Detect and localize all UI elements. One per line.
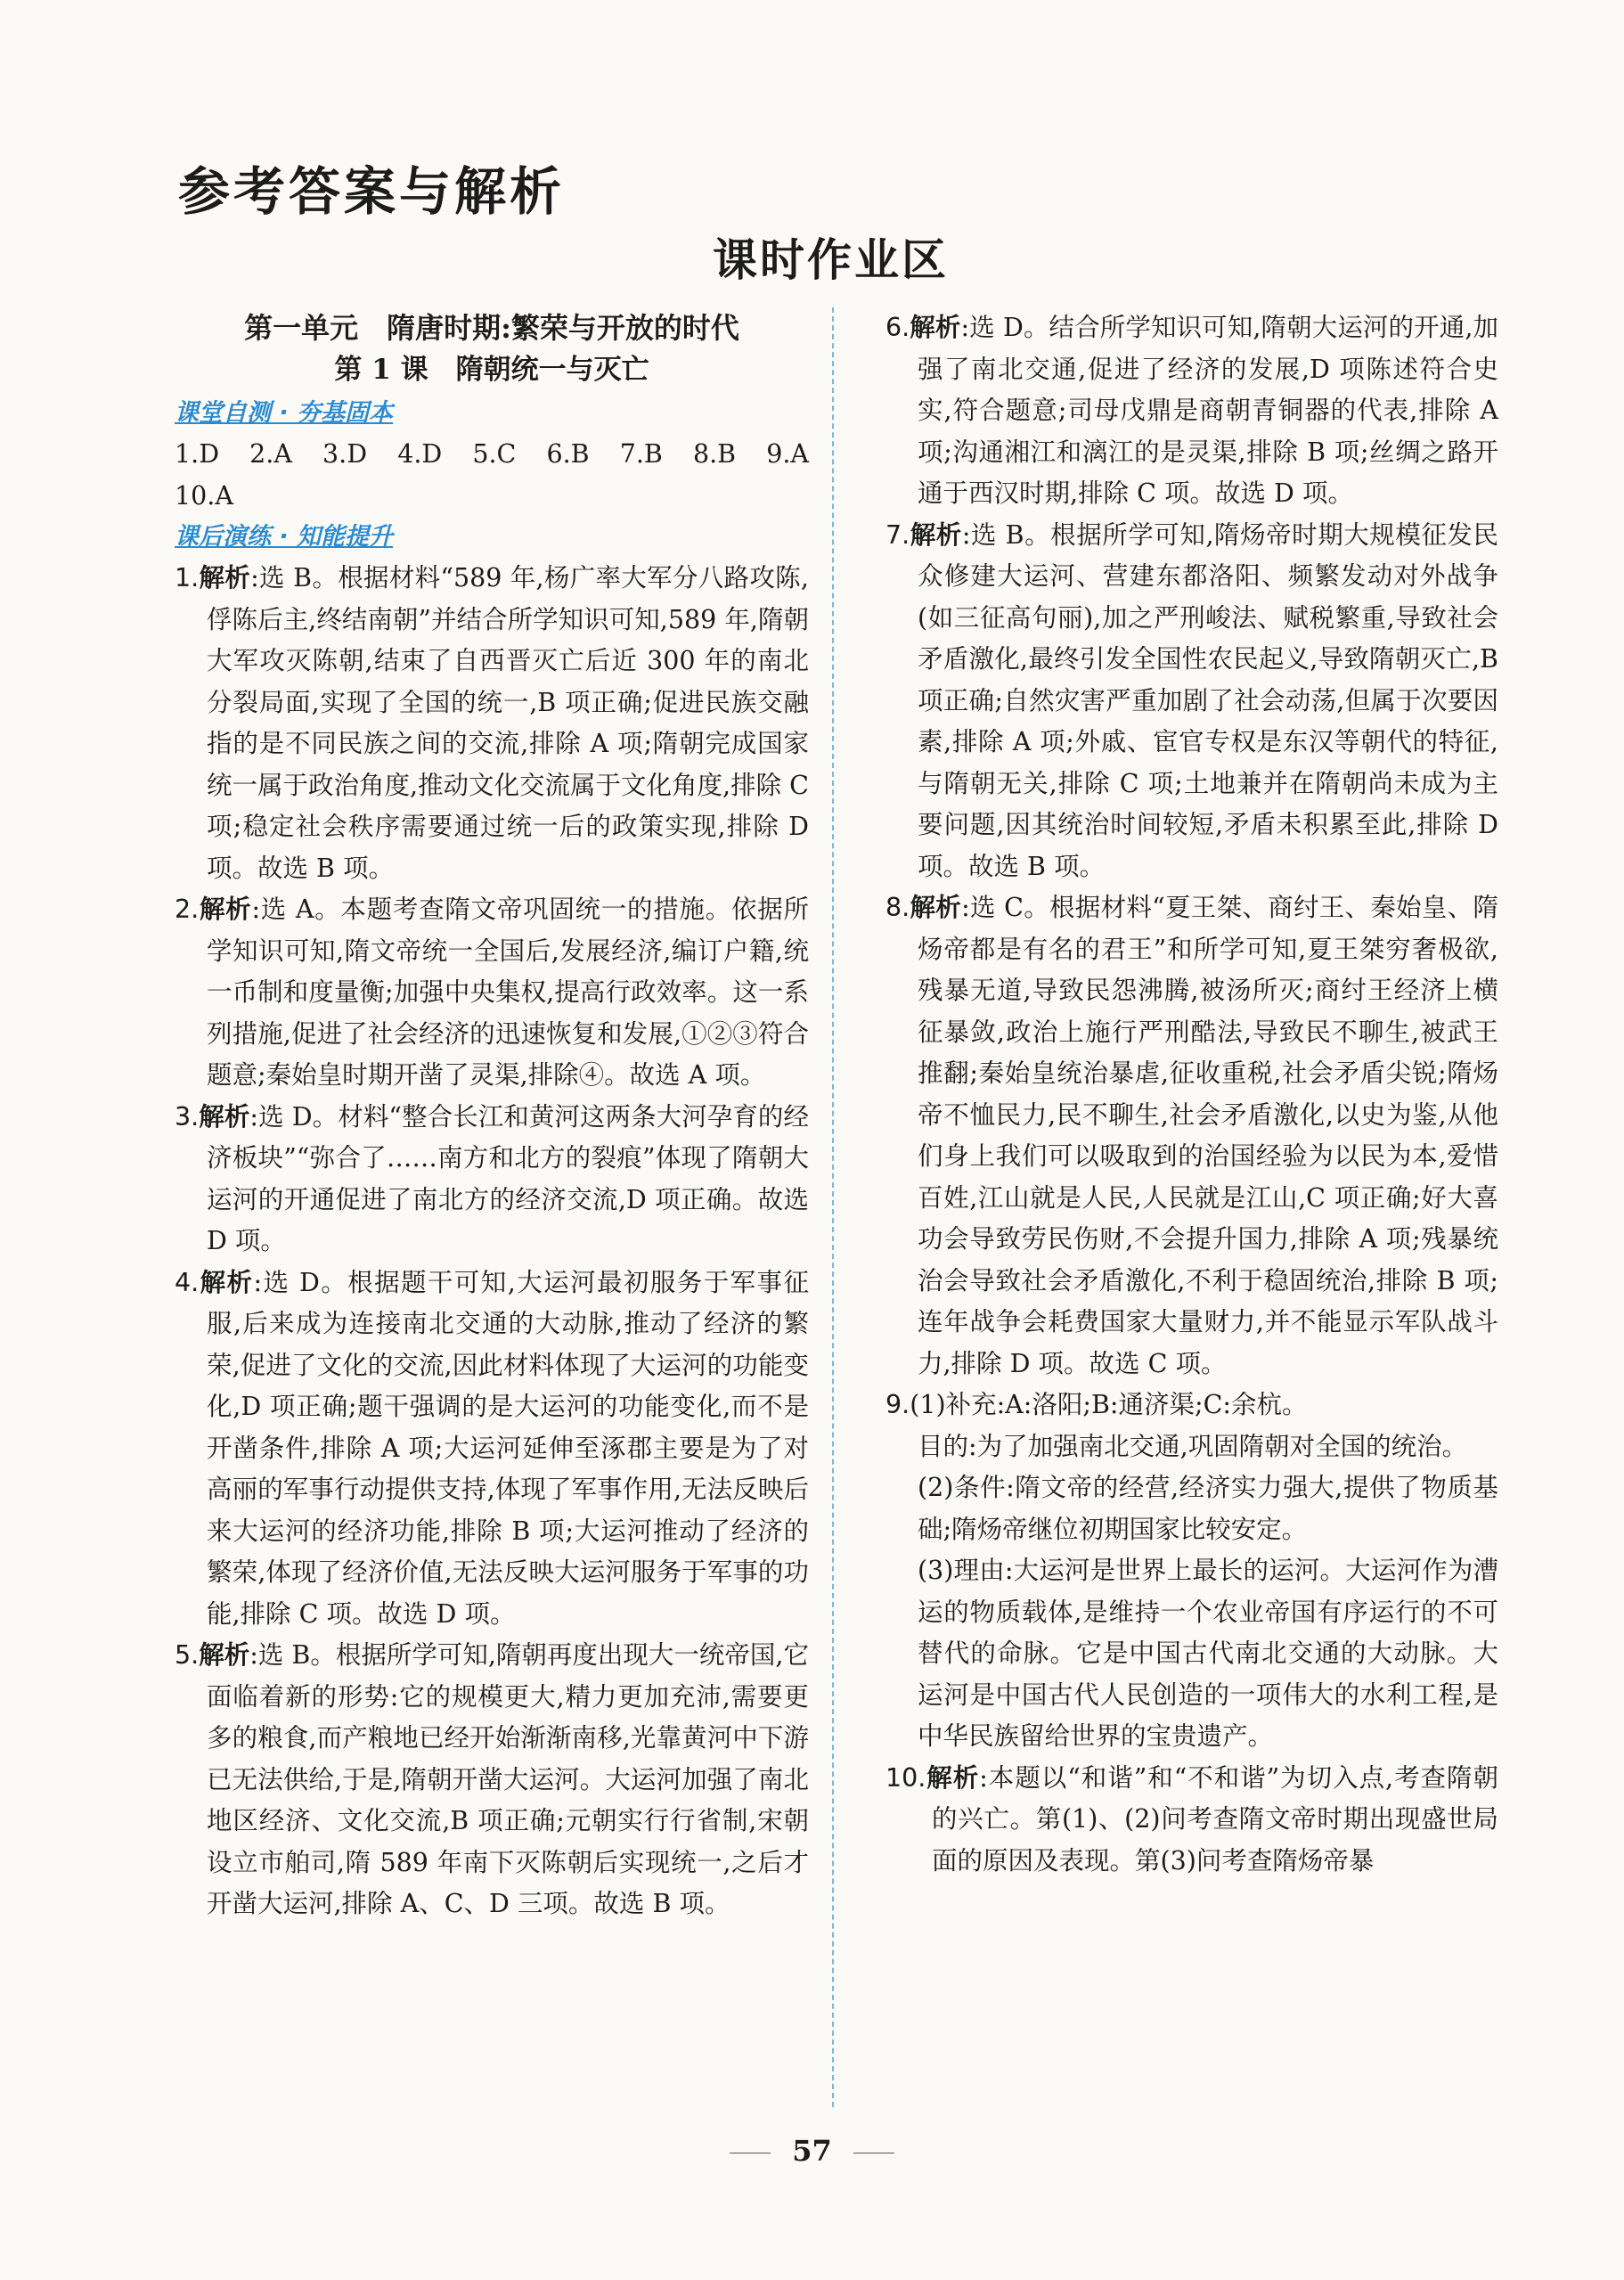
- item-number: 3.: [175, 1101, 200, 1132]
- answer-item-8: 8.解析:选 C。根据材料“夏王桀、商纣王、秦始皇、隋炀帝都是有名的君王”和所学可知,夏王桀穷奢极欲,残暴无道,导致民怨沸腾,被汤所灭;商纣王经济上横征暴敛,政治上施行严刑酷法,导致民不聊生,被武王推翻;秦始皇统治暴虐,征收重税,社会矛盾尖锐;隋炀帝不恤民力,民不聊生,社会矛盾激化,以史为鉴,从他们身上我们可以吸取到的治国经验为以民为本,爱惜百姓,江山就是人民,人民就是江山,C 项正确;好大喜功会导致劳民伤财,不会提升国力,排除 A 项;残暴统治会导致社会矛盾激化,不利于稳固统治,排除 B 项;连年战争会耗费国家大量财力,并不能显示军队战斗力,排除 D 项。故选 C 项。: [885, 893, 1498, 1378]
- answer-item-5: 5.解析:选 B。根据所学可知,隋朝再度出现大一统帝国,它面临着新的形势:它的规模更大,精力更加充沛,需要更多的粮食,而产粮地已经开始渐渐南移,光靠黄河中下游已无法供给,于是,隋朝开凿大运河。大运河加强了南北地区经济、文化交流,B 项正确;元朝实行行省制,宋朝设立市舶司,隋 589 年南下灭陈朝后实现统一,之后才开凿大运河,排除 A、C、D 三项。故选 B 项。: [175, 1640, 809, 1918]
- analysis-keyword: 解析: [199, 1267, 254, 1297]
- left-column: [175, 307, 835, 1925]
- analysis-keyword: 解析: [199, 1101, 250, 1132]
- answer-item-9: [885, 1385, 1498, 1426]
- analysis-keyword: 解析: [199, 1640, 250, 1670]
- page-footer: [0, 2134, 1624, 2168]
- main-title: 参考答案与解析: [178, 161, 566, 222]
- item-text: 选 D。材料“整合长江和黄河这两条大河孕育的经济板块”“弥合了……南方和北方的裂痕”体现了隋朝大运河的开通促进了南北方的经济交流,D 项正确。故选 D 项。: [207, 1101, 809, 1255]
- analysis-keyword: 解析: [910, 893, 962, 922]
- quick-test-label: 课堂自测 · 夯基固本: [175, 399, 394, 427]
- analysis-keyword: 解析: [910, 313, 961, 342]
- analysis-keyword: 解析: [199, 895, 252, 924]
- item-number: 1.: [175, 563, 200, 592]
- right-column: [885, 307, 1498, 1882]
- quick-test-answers: 1.D 2.A 3.D 4.D 5.C 6.B 7.B 8.B 9.A 10.A: [175, 439, 835, 511]
- answer-item-10: 10.解析:本题以“和谐”和“不和谐”为切入点,考查隋朝的兴亡。第(1)、(2)问考查隋文帝时期出现盛世局面的原因及表现。第(3)问考查隋炀帝暴: [885, 1762, 1498, 1875]
- item-number: 9.: [885, 1390, 910, 1419]
- answer-item-6: 6.解析:选 D。结合所学知识可知,隋朝大运河的开通,加强了南北交通,促进了经济的发展,D 项陈述符合史实,符合题意;司母戊鼎是商朝青铜器的代表,排除 A 项;沟通湘江和漓江的是灵渠,排除 B 项;丝绸之路开通于西汉时期,排除 C 项。故选 D 项。: [885, 313, 1498, 508]
- answer-item-2: 2.解析:选 A。本题考查隋文帝巩固统一的措施。依据所学知识可知,隋文帝统一全国后,发展经济,编订户籍,统一币制和度量衡;加强中央集权,提高行政效率。这一系列措施,促进了社会经济的迅速恢复和发展,①②③符合题意;秦始皇时期开凿了灵渠,排除④。故选 A 项。: [175, 895, 809, 1090]
- practice-label: 课后演练 · 知能提升: [175, 523, 394, 551]
- item-number: 5.: [175, 1640, 200, 1670]
- item-9-part-1: (1)补充:A:洛阳;B:通济渠;C:余杭。: [910, 1390, 1308, 1419]
- page-number: 57: [792, 2134, 832, 2168]
- answer-item-4: 4.解析:选 D。根据题干可知,大运河最初服务于军事征服,后来成为连接南北交通的大动脉,推动了经济的繁荣,促进了文化的交流,因此材料体现了大运河的功能变化,D 项正确;题干强调的是大运河的功能变化,而不是开凿条件,排除 A 项;大运河延伸至涿郡主要是为了对高丽的军事行动提供支持,体现了军事作用,无法反映后来大运河的经济功能,排除 B 项;大运河推动了经济的繁荣,体现了经济价值,无法反映大运河服务于军事的功能,排除 C 项。故选 D 项。: [175, 1267, 809, 1629]
- unit-title: 第一单元 隋唐时期:繁荣与开放的时代: [244, 311, 739, 345]
- item-9-goal: 目的:为了加强南北交通,巩固隋朝对全国的统治。: [918, 1431, 1468, 1461]
- item-number: 4.: [175, 1267, 200, 1297]
- lesson-title: 第 1 课 隋朝统一与灭亡: [334, 354, 649, 386]
- item-9-part-3: (3)理由:大运河是世界上最长的运河。大运河作为漕运的物质载体,是维持一个农业帝国有序运行的不可替代的命脉。它是中国古代南北交通的大动脉。大运河是中国古代人民创造的一项伟大的水利工程,是中华民族留给世界的宝贵遗产。: [918, 1556, 1498, 1751]
- item-number: 6.: [885, 313, 910, 342]
- item-9-part-2: (2)条件:隋文帝的经营,经济实力强大,提供了物质基础;隋炀帝继位初期国家比较安定。: [918, 1473, 1498, 1544]
- answer-item-7: 7.解析:选 B。根据所学可知,隋炀帝时期大规模征发民众修建大运河、营建东都洛阳、频繁发动对外战争(如三征高句丽),加之严刑峻法、赋税繁重,导致社会矛盾激化,最终引发全国性农民起义,导致隋朝灭亡,B 项正确;自然灾害严重加剧了社会动荡,但属于次要因素,排除 A 项;外戚、宦官专权是东汉等朝代的特征,与隋朝无关,排除 C 项;土地兼并在隋朝尚未成为主要问题,因其统治时间较短,矛盾未积累至此,排除 D 项。故选 B 项。: [885, 519, 1498, 881]
- column-divider: [832, 307, 834, 2107]
- item-text: 选 B。根据材料“589 年,杨广率大军分八路攻陈,俘陈后主,终结南朝”并结合所学知识可知,589 年,隋朝大军攻灭陈朝,结束了自西晋灭亡后近 300 年的南北分裂局面,实现了全国的统一,B 项正确;促进民族交融指的是不同民族之间的交流,排除 A 项;隋朝完成国家统一属于政治角度,推动文化交流属于文化角度,排除 C 项;稳定社会秩序需要通过统一后的政策实现,排除 D 项。故选 B 项。: [207, 563, 809, 883]
- item-text: 选 A。本题考查隋文帝巩固统一的措施。依据所学知识可知,隋文帝统一全国后,发展经济,编订户籍,统一币制和度量衡;加强中央集权,提高行政效率。这一系列措施,促进了社会经济的迅速恢复和发展,①②③符合题意;秦始皇时期开凿了灵渠,排除④。故选 A 项。: [207, 895, 809, 1090]
- section-title: 课时作业区: [713, 234, 949, 286]
- item-text: 本题以“和谐”和“不和谐”为切入点,考查隋朝的兴亡。第(1)、(2)问考查隋文帝时期出现盛世局面的原因及表现。第(3)问考查隋炀帝暴: [932, 1762, 1498, 1875]
- analysis-keyword: 解析: [926, 1762, 980, 1793]
- analysis-keyword: 解析: [199, 563, 251, 592]
- analysis-keyword: 解析: [910, 519, 962, 550]
- answer-item-3: 3.解析:选 D。材料“整合长江和黄河这两条大河孕育的经济板块”“弥合了……南方和北方的裂痕”体现了隋朝大运河的开通促进了南北方的经济交流,D 项正确。故选 D 项。: [175, 1101, 809, 1255]
- item-text: 选 B。根据所学可知,隋朝再度出现大一统帝国,它面临着新的形势:它的规模更大,精力更加充沛,需要更多的粮食,而产粮地已经开始渐渐南移,光靠黄河中下游已无法供给,于是,隋朝开凿大运河。大运河加强了南北地区经济、文化交流,B 项正确;元朝实行行省制,宋朝设立市舶司,隋 589 年南下灭陈朝后实现统一,之后才开凿大运河,排除 A、C、D 三项。故选 B 项。: [207, 1640, 809, 1918]
- item-number: 2.: [175, 895, 200, 924]
- item-number: 7.: [885, 519, 910, 550]
- item-number: 8.: [885, 893, 910, 922]
- item-text: 选 B。根据所学可知,隋炀帝时期大规模征发民众修建大运河、营建东都洛阳、频繁发动对外战争(如三征高句丽),加之严刑峻法、赋税繁重,导致社会矛盾激化,最终引发全国性农民起义,导致隋朝灭亡,B 项正确;自然灾害严重加剧了社会动荡,但属于次要因素,排除 A 项;外戚、宦官专权是东汉等朝代的特征,与隋朝无关,排除 C 项;土地兼并在隋朝尚未成为主要问题,因其统治时间较短,矛盾未积累至此,排除 D 项。故选 B 项。: [918, 519, 1498, 881]
- item-text: 选 D。根据题干可知,大运河最初服务于军事征服,后来成为连接南北交通的大动脉,推动了经济的繁荣,促进了文化的交流,因此材料体现了大运河的功能变化,D 项正确;题干强调的是大运河的功能变化,而不是开凿条件,排除 A 项;大运河延伸至涿郡主要是为了对高丽的军事行动提供支持,体现了军事作用,无法反映后来大运河的经济功能,排除 B 项;大运河推动了经济的繁荣,体现了经济价值,无法反映大运河服务于军事的功能,排除 C 项。故选 D 项。: [207, 1267, 809, 1629]
- answer-item-1: 1.解析:选 B。根据材料“589 年,杨广率大军分八路攻陈,俘陈后主,终结南朝”并结合所学知识可知,589 年,隋朝大军攻灭陈朝,结束了自西晋灭亡后近 300 年的南北分裂局面,实现了全国的统一,B 项正确;促进民族交融指的是不同民族之间的交流,排除 A 项;隋朝完成国家统一属于政治角度,推动文化交流属于文化角度,排除 C 项;稳定社会秩序需要通过统一后的政策实现,排除 D 项。故选 B 项。: [175, 563, 809, 883]
- item-text: 选 C。根据材料“夏王桀、商纣王、秦始皇、隋炀帝都是有名的君王”和所学可知,夏王桀穷奢极欲,残暴无道,导致民怨沸腾,被汤所灭;商纣王经济上横征暴敛,政治上施行严刑酷法,导致民不聊生,被武王推翻;秦始皇统治暴虐,征收重税,社会矛盾尖锐;隋炀帝不恤民力,民不聊生,社会矛盾激化,以史为鉴,从他们身上我们可以吸取到的治国经验为以民为本,爱惜百姓,江山就是人民,人民就是江山,C 项正确;好大喜功会导致劳民伤财,不会提升国力,排除 A 项;残暴统治会导致社会矛盾激化,不利于稳固统治,排除 B 项;连年战争会耗费国家大量财力,并不能显示军队战斗力,排除 D 项。故选 C 项。: [918, 893, 1498, 1378]
- item-number: 10.: [885, 1762, 926, 1793]
- item-text: 选 D。结合所学知识可知,隋朝大运河的开通,加强了南北交通,促进了经济的发展,D 项陈述符合史实,符合题意;司母戊鼎是商朝青铜器的代表,排除 A 项;沟通湘江和漓江的是灵渠,排除 B 项;丝绸之路开通于西汉时期,排除 C 项。故选 D 项。: [918, 313, 1498, 508]
